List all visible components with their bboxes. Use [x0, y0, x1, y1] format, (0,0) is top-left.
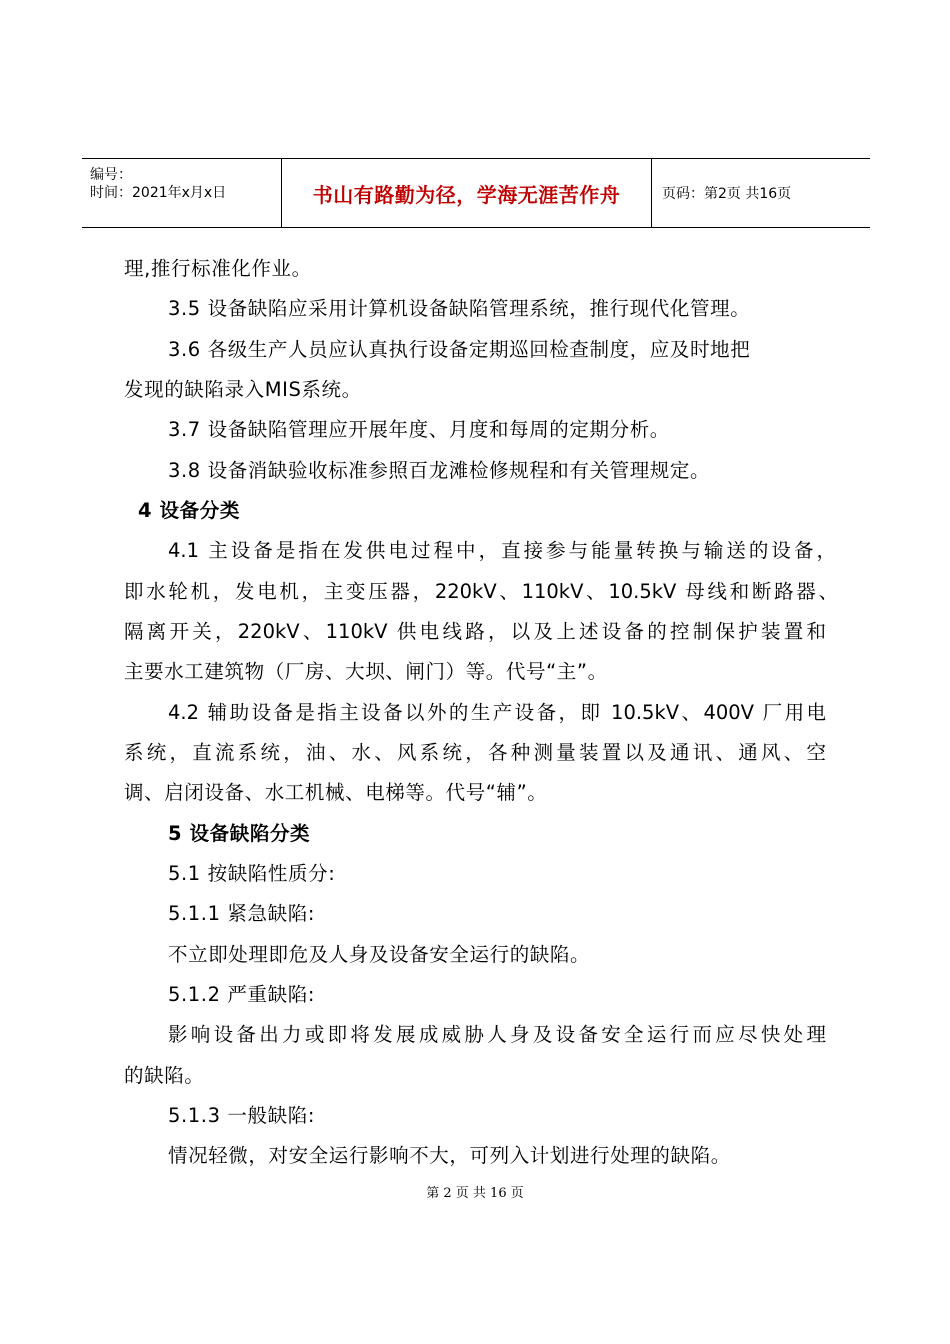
text-line: 主要水工建筑物（厂房、大坝、闸门）等。代号“主”。: [124, 660, 608, 683]
page-header-table: [82, 158, 870, 228]
header-page-number: 页码：第2页 共16页: [662, 186, 792, 202]
text-line: 5.1 按缺陷性质分:: [168, 862, 336, 885]
text-line: 即水轮机，发电机，主变压器，220kV、110kV、10.5kV 母线和断路器、: [124, 580, 838, 603]
header-page-cell: [652, 159, 870, 227]
text-line: 隔离开关，220kV、110kV 供电线路，以及上述设备的控制保护装置和: [124, 620, 826, 643]
document-number-label: 编号：: [90, 167, 132, 183]
text-line: 调、启闭设备、水工机械、电梯等。代号“辅”。: [124, 781, 548, 804]
text-line: 5.1.2 严重缺陷:: [168, 983, 315, 1006]
section-heading: 4 设备分类: [138, 499, 240, 522]
text-line: 3.8 设备消缺验收标准参照百龙滩检修规程和有关管理规定。: [168, 459, 711, 482]
text-line: 理,推行标准化作业。: [124, 257, 312, 280]
text-line: 4.1 主设备是指在发供电过程中，直接参与能量转换与输送的设备，: [168, 539, 836, 562]
header-motto: 书山有路勤为径，学海无涯苦作舟: [312, 182, 621, 207]
document-time-label: 时间：2021年x月x日: [90, 185, 227, 201]
text-line: 系统，直流系统，油、水、风系统，各种测量装置以及通讯、通风、空: [124, 741, 826, 764]
text-line: 4.2 辅助设备是指主设备以外的生产设备，即 10.5kV、400V 厂用电: [168, 701, 826, 724]
text-line: 5.1.3 一般缺陷:: [168, 1104, 315, 1127]
section-heading: 5 设备缺陷分类: [168, 822, 311, 845]
text-line: 5.1.1 紧急缺陷:: [168, 902, 315, 925]
page-footer: 第 2 页 共 16 页: [426, 1186, 524, 1201]
text-line: 影响设备出力或即将发展成威胁人身及设备安全运行而应尽快处理: [168, 1023, 826, 1046]
header-motto-cell: [282, 159, 652, 227]
text-line: 情况轻微，对安全运行影响不大，可列入计划进行处理的缺陷。: [168, 1144, 731, 1167]
text-line: 3.5 设备缺陷应采用计算机设备缺陷管理系统，推行现代化管理。: [168, 297, 751, 320]
header-info-cell: [82, 159, 282, 227]
text-line: 不立即处理即危及人身及设备安全运行的缺陷。: [168, 943, 591, 966]
text-line: 3.6 各级生产人员应认真执行设备定期巡回检查制度，应及时地把: [168, 338, 751, 361]
text-line: 3.7 设备缺陷管理应开展年度、月度和每周的定期分析。: [168, 418, 670, 441]
text-line: 的缺陷。: [124, 1064, 205, 1087]
text-line: 发现的缺陷录入MIS系统。: [124, 378, 362, 401]
